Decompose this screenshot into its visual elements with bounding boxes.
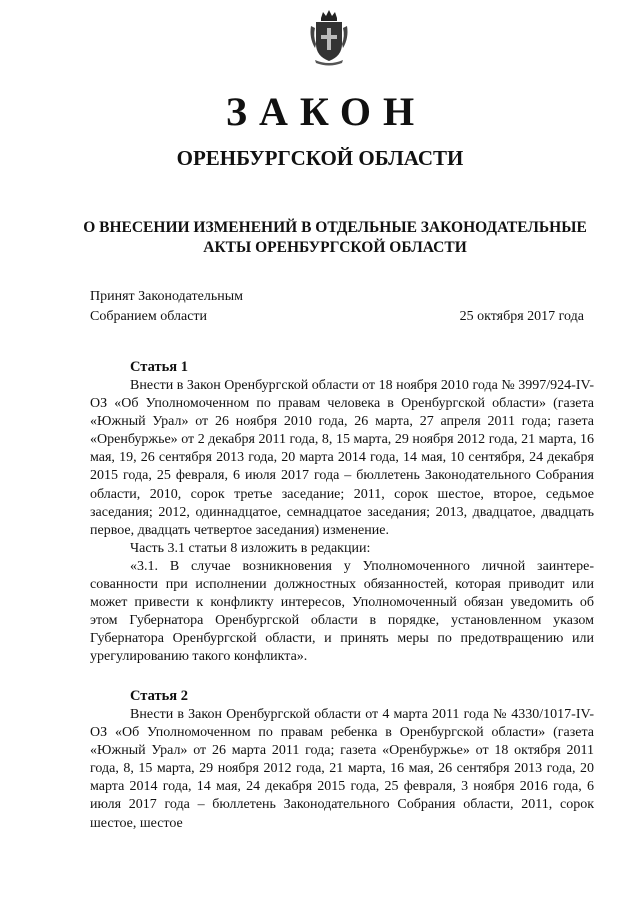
article-1-paragraph-1: Внести в Закон Оренбургской области от 18 ноября 2010 года № 3997/924-IV-ОЗ «Об Уполномоченном по правам человека в Оренбургской области» (газета «Южный Урал» от 26 ноября 2010 года, 26 марта, 27 апреля 2011 года; газета «Оренбуржье» от 2 декабря 2011 года, 8, 15 марта, 29 ноября 2012 года, 21 марта, 16 мая, 19, 26 сентября 2013 года, 20 марта 2014 года, 14 мая, 10 сентября, 24 декабря 2015 года, 25 февраля, 6 июля 2017 года – бюллетень Законодательного Собрания области, 2010, сорок третье заседание; 2011, сорок шестое, второе, седьмое заседания; 2012, одиннадцатое, семнадцатое заседания; 2013, двадцатое, двадцать первое, двадцать четвертое заседания) изменение. xyxy=(90,378,594,538)
law-subject-line-2: АКТЫ ОРЕНБУРГСКОЙ ОБЛАСТИ xyxy=(203,239,467,256)
adoption-line-2: Собранием области xyxy=(90,309,208,324)
article-1-paragraph-3: «3.1. В случае возникновения у Уполномоченного личной заинтересованности при исполнении должностных обязанностей, которая приводит или может привести к конфликту интересов, Уполномоченный обязан уведомить об этом Губернатора Оренбургской области в порядке, установленном указом Губернатора Оренбургской области, и принять меры по предотвращению или урегулированию такого конфликта». xyxy=(90,558,594,665)
coat-of-arms-emblem xyxy=(309,8,349,66)
law-title: ЗАКОН xyxy=(225,89,427,134)
adoption-date: 25 октября 2017 года xyxy=(459,309,584,324)
adoption-block xyxy=(90,287,590,327)
article-1-body xyxy=(90,377,594,667)
article-2-paragraph-1: Внести в Закон Оренбургской области от 4 марта 2011 года № 4330/1017-IV-ОЗ «Об Уполномоченном по правам ребенка в Оренбургской области» (газета «Южный Урал» от 26 марта 2011 года; газета «Оренбуржье» от 18 октября 2011 года, 8, 15 марта, 29 ноября 2012 года, 21 марта, 16 мая, 26 сентября 2013 года, 20 марта 2014 года, 14 мая, 24 декабря 2015 года, 25 февраля, 3 ноября 2016 года, 6 июля 2017 года – бюллетень Законодательного Собрания области, 2011, сорок шестое, шестое xyxy=(90,707,594,831)
law-subject-line-1: О ВНЕСЕНИИ ИЗМЕНЕНИЙ В ОТДЕЛЬНЫЕ ЗАКОНОДАТЕЛЬНЫЕ xyxy=(83,219,587,236)
law-subject xyxy=(70,218,600,258)
article-2-heading: Статья 2 xyxy=(130,688,188,704)
region-title: ОРЕНБУРГСКОЙ ОБЛАСТИ xyxy=(176,146,464,170)
article-1-paragraph-2: Часть 3.1 статьи 8 изложить в редакции: xyxy=(130,540,371,556)
article-2-body xyxy=(90,706,594,833)
adoption-line-1: Принят Законодательным xyxy=(90,289,243,304)
article-1-heading: Статья 1 xyxy=(130,359,188,375)
